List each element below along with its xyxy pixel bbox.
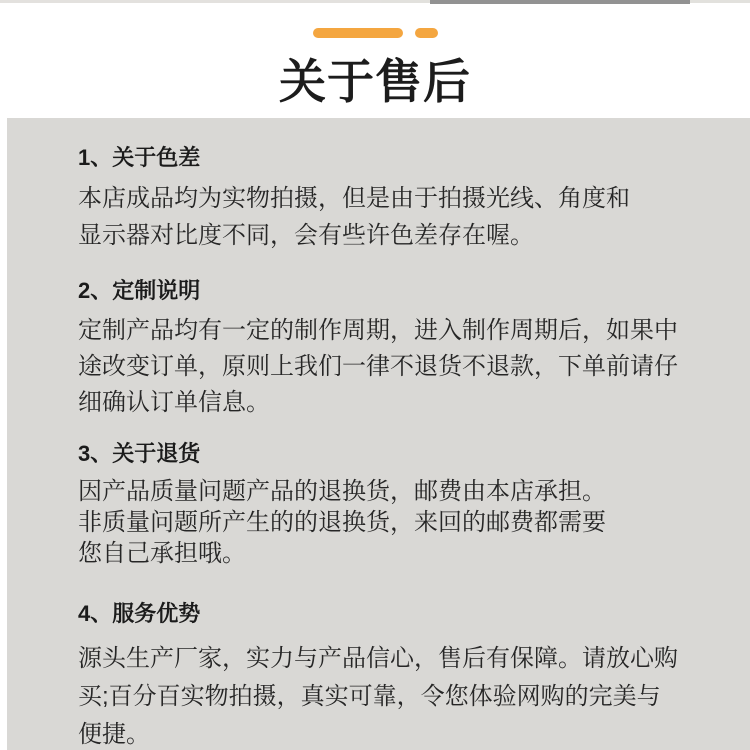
page-title: 关于售后 — [279, 55, 471, 108]
section-heading: 1、关于色差 — [78, 145, 201, 170]
section-body — [78, 640, 714, 750]
section-color-difference — [78, 144, 714, 254]
section-body-line: 您自己承担哦。 — [78, 540, 246, 567]
section-customization-notes — [78, 277, 714, 421]
section-heading: 3、关于退货 — [78, 441, 201, 466]
top-divider-dark-segment — [430, 0, 690, 4]
section-body-line: 定制产品均有一定的制作周期，进入制作周期后，如果中 — [78, 317, 678, 344]
section-body-line: 途改变订单，原则上我们一律不退货不退款，下单前请仔 — [78, 353, 678, 380]
section-returns — [78, 440, 714, 569]
section-body-line: 因产品质量问题产品的退换货，邮费由本店承担。 — [78, 478, 606, 505]
section-body — [78, 313, 714, 421]
section-heading: 4、服务优势 — [78, 601, 201, 626]
section-body-line: 本店成品均为实物拍摄，但是由于拍摄光线、角度和 — [78, 185, 630, 212]
section-body — [78, 476, 714, 569]
section-body-line: 细确认订单信息。 — [78, 389, 270, 416]
top-divider — [0, 0, 750, 3]
section-body-line: 便捷。 — [78, 721, 150, 748]
section-body-line: 源头生产厂家，实力与产品信心，售后有保障。请放心购 — [78, 645, 678, 672]
section-body — [78, 180, 714, 254]
accent-bar-short — [415, 28, 438, 38]
section-body-line: 买;百分百实物拍摄，真实可靠，令您体验网购的完美与 — [78, 683, 661, 710]
section-body-line: 显示器对比度不同，会有些许色差存在喔。 — [78, 222, 534, 249]
after-sales-panel — [7, 118, 750, 750]
title-accent-bars — [0, 28, 750, 38]
section-body-line: 非质量问题所产生的的退换货，来回的邮费都需要 — [78, 509, 606, 536]
section-heading: 2、定制说明 — [78, 278, 201, 303]
section-service-advantages — [78, 600, 714, 750]
accent-bar-long — [313, 28, 403, 38]
